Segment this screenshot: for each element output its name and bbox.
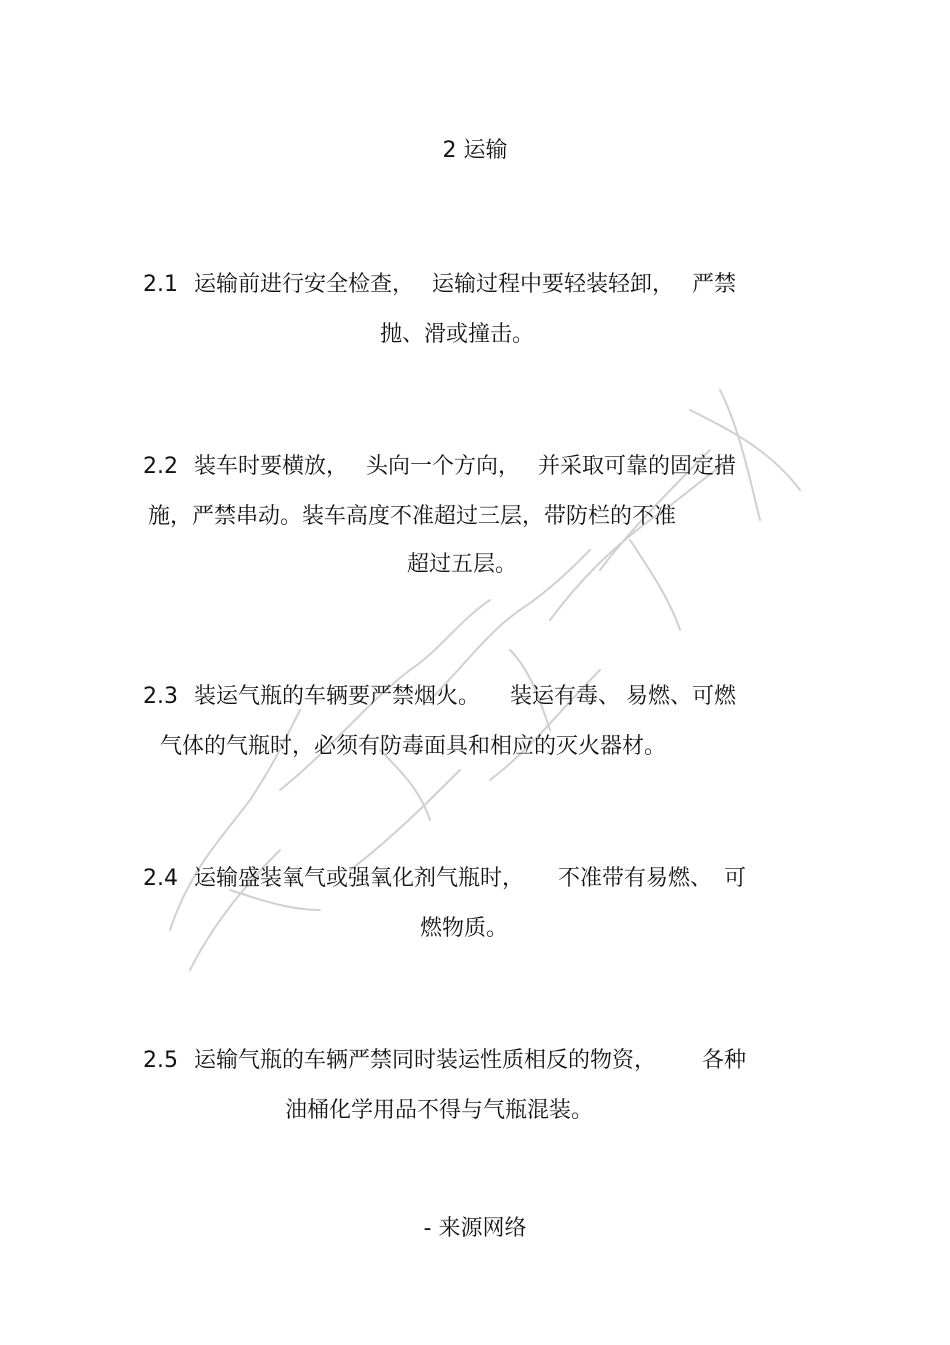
text-segment: 并采取可靠的固定措	[538, 454, 737, 479]
text-segment: 运输前进行安全检查，	[194, 272, 415, 297]
paragraph-line: 超过五层。	[407, 552, 518, 577]
item-number: 2.3	[143, 684, 178, 709]
item-number: 2.4	[143, 866, 178, 891]
text-segment: 各种	[702, 1048, 747, 1073]
paragraph-line	[143, 864, 746, 894]
text-segment: 头向一个方向，	[366, 454, 521, 479]
text-segment: 可	[724, 866, 747, 891]
paragraph-line	[143, 270, 736, 300]
paragraph-line: 施，严禁串动。装车高度不准超过三层，带防栏的不准	[148, 504, 677, 529]
text-segment: 装运气瓶的车辆要严禁烟火。	[194, 684, 481, 709]
text-segment: 运输气瓶的车辆严禁同时装运性质相反的物资，	[194, 1048, 657, 1073]
text-segment: 运输盛装氧气或强氧化剂气瓶时，	[194, 866, 525, 891]
text-segment: 装运有毒、	[510, 684, 621, 709]
paragraph-line	[143, 452, 736, 482]
paragraph-line	[143, 682, 736, 712]
section-heading: 2 运输	[442, 138, 508, 163]
item-number: 2.2	[143, 454, 178, 479]
text-segment: 运输过程中要轻装轻卸，	[432, 272, 675, 297]
text-segment: 不准带有易燃、	[558, 866, 713, 891]
paragraph-line	[143, 1046, 746, 1076]
paragraph-line: 燃物质。	[420, 916, 509, 941]
item-number: 2.1	[143, 272, 178, 297]
paragraph-line: 抛、滑或撞击。	[380, 322, 535, 347]
paragraph-line: 油桶化学用品不得与气瓶混装。	[285, 1098, 594, 1123]
footer-source: - 来源网络	[423, 1216, 527, 1241]
item-number: 2.5	[143, 1048, 178, 1073]
text-segment: 装车时要横放，	[194, 454, 349, 479]
text-segment: 易燃、可燃	[626, 684, 737, 709]
text-segment: 严禁	[692, 272, 737, 297]
paragraph-line: 气体的气瓶时，必须有防毒面具和相应的灭火器材。	[160, 734, 667, 759]
